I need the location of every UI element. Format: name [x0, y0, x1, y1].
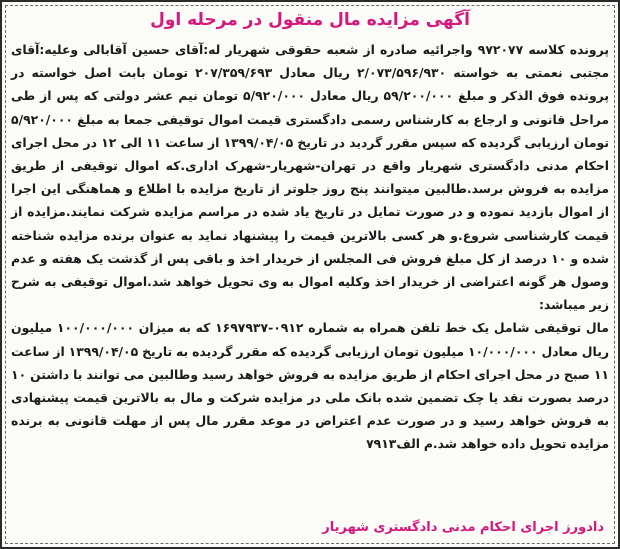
notice-title: آگهی مزایده مال منقول در مرحله اول	[150, 10, 470, 30]
notice-paragraph-2: مال توقیفی شامل یک خط تلفن همراه به شماره ۰۹۱۲-۱۶۹۷۹۳۷ که به میزان ۱۰۰/۰۰۰/۰۰۰ میلیون ریال معادل ۱۰/۰۰۰/۰۰۰ میلیون تومان ارزیابی گردیده که مقرر گردیده به تاریخ ۱۳۹۹/۰۴/۰۵ از ساعت ۱۱ صبح در محل اجرای احکام از طریق مزایده به فروش خواهد رسید وطالبین می توانند با داشتن ۱۰ درصد بصورت نقد یا چک تضمین شده بانک ملی در مزایده شرکت و مال به بالاترین قیمت پیشنهادی به فروش خواهد رسید و در صورت عدم اعتراض در موعد مقرر مال پس از مهلت قانونی به برنده مزایده تحویل داده خواهد شد.م الف۷۹۱۳	[11, 320, 609, 452]
notice-footer-signature: دادورز اجرای احکام مدنی دادگستری شهریار	[322, 520, 604, 535]
notice-body	[11, 38, 609, 456]
notice-paragraph-1: پرونده کلاسه ۹۷۲۰۷۷ واجرائیه صادره از شعبه حقوقی شهریار له:آقای حسین آقابالی وعلیه:آقای مجتبی نعمتی به خواسته ۲/۰۷۳/۵۹۶/۹۳۰ ریال معادل ۲۰۷/۳۵۹/۶۹۳ تومان بابت اصل خواسته در پرونده فوق الذکر و مبلغ ۵۹/۲۰۰/۰۰۰ ریال معادل ۵/۹۲۰/۰۰۰ تومان نیم عشر دولتی که پس از طی مراحل قانونی و ارجاع به کارشناس رسمی دادگستری قیمت اموال توقیفی جمعا به مبلغ ۵/۹۲۰/۰۰۰ تومان ارزیابی گردیده که سپس مقرر گردید در تاریخ ۱۳۹۹/۰۴/۰۵ از ساعت ۱۱ الی ۱۲ در محل اجرای احکام مدنی دادگستری شهریار واقع در تهران-شهریار-شهرک اداری.که اموال توقیفی از طریق مزایده به فروش برسد.طالبین میتوانند پنج روز جلوتر از تاریخ مزایده با اطلاع و هماهنگی این اجرا از اموال بازدید نموده و در صورت تمایل در تاریخ یاد شده در مراسم مزایده شرکت نمایند.مزایده از قیمت کارشناسی شروع.و هر کسی بالاترین قیمت را پیشنهاد نماید به عنوان برنده مزایده شناخته شده و ۱۰ درصد از کل مبلغ فروش فی المجلس از خریدار اخذ و باقی پس از گذشت یک هفته و عدم وصول هر گونه اعتراضی از خریدار اخذ وکلیه اموال به وی تحویل خواهد شد.اموال توقیفی به شرح زیر میباشد:	[11, 42, 609, 313]
